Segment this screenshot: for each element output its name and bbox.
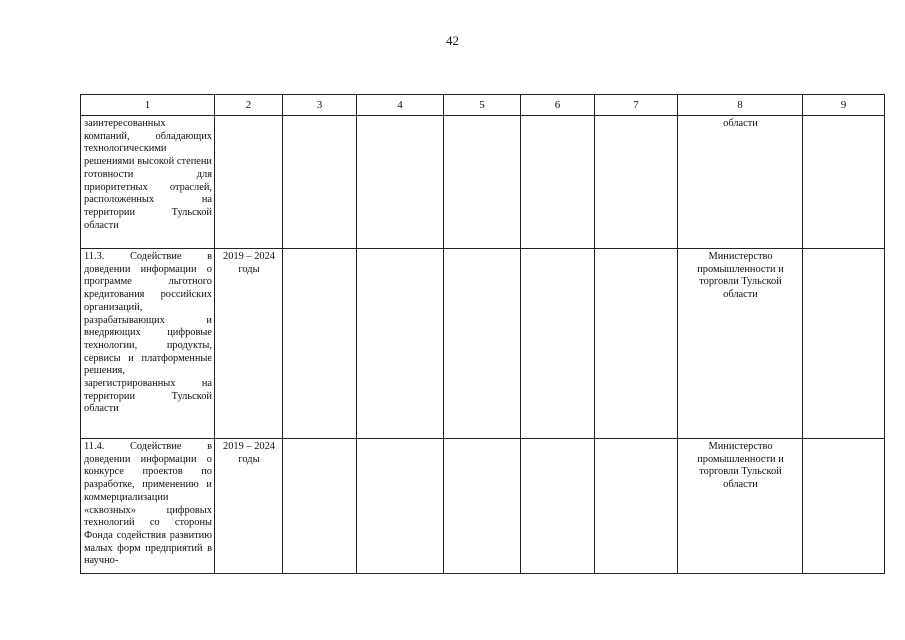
empty-cell bbox=[803, 116, 885, 249]
header-col-7: 7 bbox=[595, 95, 678, 116]
table-row bbox=[81, 439, 885, 574]
empty-cell bbox=[521, 249, 595, 439]
executor-cell: области bbox=[678, 116, 803, 249]
executor-cell: Министерство промышленности и торговли Тульской области bbox=[678, 439, 803, 574]
header-col-4: 4 bbox=[357, 95, 444, 116]
empty-cell bbox=[521, 439, 595, 574]
period-cell bbox=[215, 116, 283, 249]
empty-cell bbox=[283, 249, 357, 439]
empty-cell bbox=[357, 116, 444, 249]
header-col-5: 5 bbox=[444, 95, 521, 116]
table-row bbox=[81, 116, 885, 249]
executor-cell: Министерство промышленности и торговли Тульской области bbox=[678, 249, 803, 439]
header-col-6: 6 bbox=[521, 95, 595, 116]
header-row bbox=[81, 95, 885, 116]
period-cell: 2019 – 2024 годы bbox=[215, 249, 283, 439]
header-col-2: 2 bbox=[215, 95, 283, 116]
table-row bbox=[81, 249, 885, 439]
empty-cell bbox=[357, 249, 444, 439]
empty-cell bbox=[595, 439, 678, 574]
activity-cell: 11.4. Содействие в доведении информации о конкурсе проектов по разработке, применению и коммерциализации «сквозных» цифровых технологий со стороны Фонда содействия развитию малых форм предприятий в научно- bbox=[81, 439, 215, 574]
empty-cell bbox=[521, 116, 595, 249]
empty-cell bbox=[283, 116, 357, 249]
header-col-8: 8 bbox=[678, 95, 803, 116]
empty-cell bbox=[803, 249, 885, 439]
empty-cell bbox=[357, 439, 444, 574]
activity-cell: 11.3. Содействие в доведении информации о программе льготного кредитования российских организаций, разрабатывающих и внедряющих цифровые технологии, продукты, сервисы и платформенные решения, зарегистрированных на территории Тульской области bbox=[81, 249, 215, 439]
empty-cell bbox=[803, 439, 885, 574]
header-col-3: 3 bbox=[283, 95, 357, 116]
empty-cell bbox=[444, 249, 521, 439]
empty-cell bbox=[444, 116, 521, 249]
plan-table bbox=[80, 94, 885, 574]
empty-cell bbox=[595, 116, 678, 249]
empty-cell bbox=[595, 249, 678, 439]
activity-cell: заинтересованных компаний, обладающих технологическими решениями высокой степени готовности для приоритетных отраслей, расположенных на территории Тульской области bbox=[81, 116, 215, 249]
period-cell: 2019 – 2024 годы bbox=[215, 439, 283, 574]
page-number: 42 bbox=[446, 33, 459, 48]
empty-cell bbox=[444, 439, 521, 574]
header-col-9: 9 bbox=[803, 95, 885, 116]
empty-cell bbox=[283, 439, 357, 574]
header-col-1: 1 bbox=[81, 95, 215, 116]
